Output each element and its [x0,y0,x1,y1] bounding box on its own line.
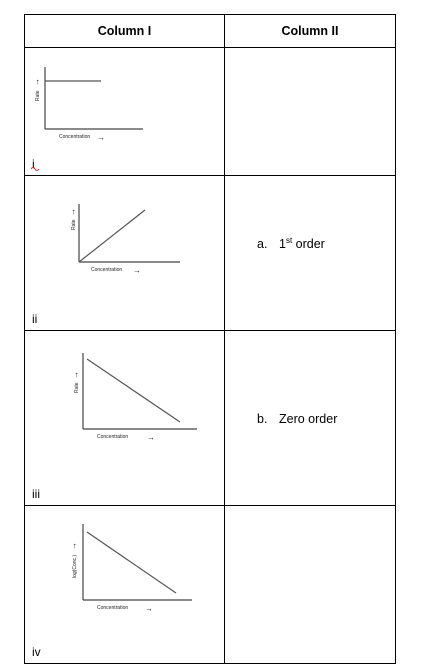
row-numeral: ii [32,312,38,326]
option-cell-a [225,176,396,331]
option-cell-b [225,331,396,506]
graph-cell-i [25,48,225,176]
graph-log-concentration [25,506,225,664]
x-axis-arrow: → [145,604,153,613]
option-a [257,237,325,251]
column-i-header: Column I [25,15,225,48]
x-axis-arrow: → [147,433,155,442]
y-axis-label: Rate [74,382,80,393]
header-row [25,15,396,48]
y-axis-label: Rate [35,90,41,101]
option-b [257,412,337,426]
x-axis-label: Concentration [59,134,91,140]
option-cell-empty [225,48,396,176]
option-text: 1st order [279,235,325,251]
x-axis-label: Concentration [91,267,123,273]
graph-constant-rate [25,48,225,176]
y-axis-arrow: → [71,371,80,379]
spellcheck-squiggle-icon [31,166,41,172]
y-axis-arrow: → [32,78,41,86]
graph-cell-iii [25,331,225,506]
graph-decreasing-rate [25,331,225,506]
y-axis-arrow: → [69,542,78,550]
column-ii-header: Column II [225,15,396,48]
option-text: Zero order [279,412,338,426]
graph-cell-iv [25,506,225,664]
x-axis-arrow: → [97,133,105,142]
trend-line [79,210,145,262]
x-axis-label: Concentration [97,605,129,611]
x-axis-arrow: → [133,266,141,275]
row-numeral: i [32,157,35,171]
table-row [25,331,396,506]
row-numeral: iv [32,645,41,659]
row-numeral: iii [32,487,40,501]
y-axis-arrow: → [68,208,77,216]
matching-table [24,14,396,664]
option-marker: b. [257,412,268,426]
graph-first-order [25,176,225,331]
graph-cell-ii [25,176,225,331]
trend-line [87,359,180,422]
x-axis-label: Concentration [97,434,129,440]
table-row [25,506,396,664]
trend-line [87,532,176,593]
y-axis-label: log(Conc.) [72,554,78,578]
option-cell-empty [225,506,396,664]
y-axis-label: Rate [71,219,77,230]
table-row [25,176,396,331]
table-row [25,48,396,176]
option-marker: a. [257,237,268,251]
